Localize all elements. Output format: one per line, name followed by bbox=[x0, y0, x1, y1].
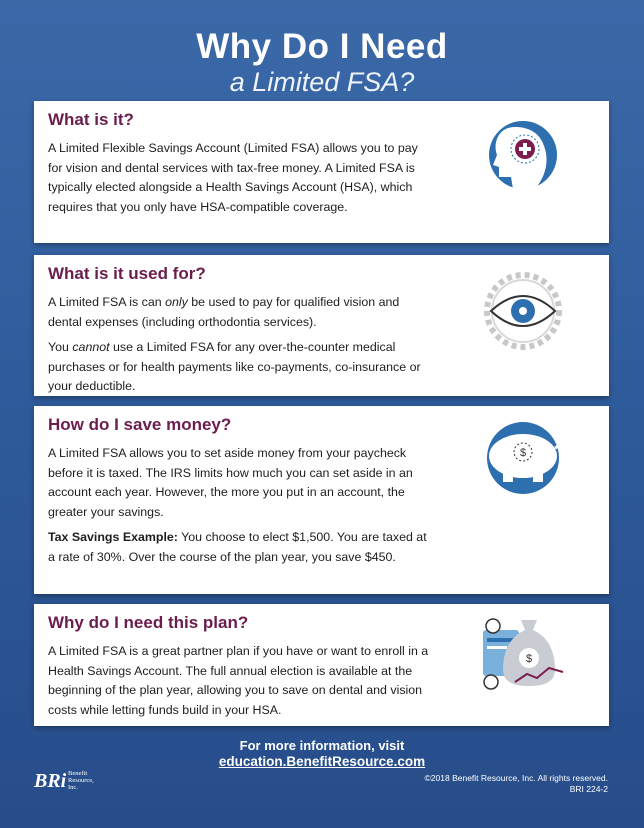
website-link[interactable]: education.BenefitResource.com bbox=[218, 754, 426, 769]
copyright-text: ©2018 Benefit Resource, Inc. All rights reserved. bbox=[424, 773, 608, 783]
logo-mark: BRi bbox=[34, 770, 67, 792]
svg-text:$: $ bbox=[519, 447, 527, 459]
section-what-used-for bbox=[34, 255, 609, 396]
document-id: BRI 224-2 bbox=[569, 784, 608, 794]
section-title: Why do I need this plan? bbox=[48, 613, 249, 632]
section-why-need-plan bbox=[34, 604, 609, 726]
piggy-bank-icon bbox=[475, 418, 571, 498]
section-paragraph: A Limited FSA is a great partner plan if you have or want to enroll in a Health Savings Account. The full annual election is available at the beginning of the plan year, allowing you to save on dental and vision costs while letting funds build in your HSA. bbox=[48, 644, 429, 717]
money-bag-icon bbox=[475, 612, 571, 692]
svg-text:$: $ bbox=[525, 653, 533, 665]
copyright bbox=[425, 773, 608, 795]
eye-gear-icon bbox=[475, 271, 571, 351]
section-paragraph-1: A Limited FSA is can only be used to pay for qualified vision and dental expenses (including orthodontia services). bbox=[48, 295, 400, 329]
page-title: Why Do I Need bbox=[196, 27, 448, 66]
section-paragraph: A Limited FSA allows you to set aside money from your paycheck before it is taxed. The IRS limits how much you can set aside in an account each year. However, the more you put in an account, the greater your savings. bbox=[48, 446, 413, 519]
page-subtitle: a Limited FSA? bbox=[229, 67, 415, 97]
section-paragraph-2: You cannot use a Limited FSA for any over-the-counter medical purchases or for health payments like co-payments, co-insurance or your deductible. bbox=[48, 340, 421, 393]
section-what-is-it bbox=[34, 101, 609, 243]
header bbox=[0, 28, 644, 97]
company-logo bbox=[34, 766, 114, 798]
section-title: What is it? bbox=[48, 110, 134, 129]
section-title: How do I save money? bbox=[48, 415, 232, 434]
more-info-text: For more information, visit bbox=[239, 738, 405, 753]
head-medical-icon bbox=[475, 115, 571, 195]
tax-example: Tax Savings Example: You choose to elect $1,500. You are taxed at a rate of 30%. Over the course of the plan year, you save $450. bbox=[48, 530, 427, 564]
logo-text: Benefit Resource, Inc. bbox=[68, 770, 94, 791]
section-paragraph: A Limited Flexible Savings Account (Limited FSA) allows you to pay for vision and dental services with tax-free money. A Limited FSA is typically elected alongside a Health Savings Account (HSA), which requires that you only have HSA-compatible coverage. bbox=[48, 141, 418, 214]
section-save-money bbox=[34, 406, 609, 594]
section-title: What is it used for? bbox=[48, 264, 206, 283]
